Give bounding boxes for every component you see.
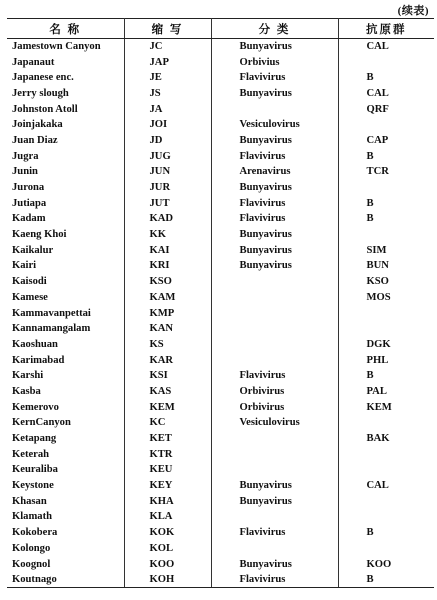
virus-name-cell: Keterah xyxy=(7,446,124,462)
classification-cell xyxy=(211,337,338,353)
classification-cell: Bunyavirus xyxy=(211,258,338,274)
classification-cell: Bunyavirus xyxy=(211,242,338,258)
virus-name-cell: KernCanyon xyxy=(7,415,124,431)
antigen-group-cell: KOO xyxy=(366,558,392,570)
table-body xyxy=(7,39,434,588)
antigen-group-cell: QRF xyxy=(366,103,389,115)
antigen-group-cell xyxy=(338,446,434,462)
classification-cell: Flavivirus xyxy=(211,70,338,86)
table-row xyxy=(7,180,434,196)
classification-cell xyxy=(211,290,338,306)
virus-name-cell: Koognol xyxy=(7,556,124,572)
abbreviation-cell: JD xyxy=(124,133,211,149)
table-row xyxy=(7,86,434,102)
virus-name-cell: Japanaut xyxy=(7,54,124,70)
antigen-group-cell: BUN xyxy=(366,260,389,272)
virus-name-cell: Klamath xyxy=(7,509,124,525)
classification-cell xyxy=(211,101,338,117)
table-row xyxy=(7,478,434,494)
classification-cell xyxy=(211,462,338,478)
abbreviation-cell: JOI xyxy=(124,117,211,133)
antigen-group-cell: CAL xyxy=(366,480,389,492)
table-row xyxy=(7,70,434,86)
classification-cell: Bunyavirus xyxy=(211,180,338,196)
classification-cell: Bunyavirus xyxy=(211,133,338,149)
virus-table xyxy=(7,18,434,588)
virus-name-cell: Johnston Atoll xyxy=(7,101,124,117)
abbreviation-cell: KMP xyxy=(124,305,211,321)
antigen-group-cell xyxy=(338,54,434,70)
classification-cell: Flavivirus xyxy=(211,525,338,541)
antigen-group-cell xyxy=(338,493,434,509)
classification-cell xyxy=(211,431,338,447)
virus-name-cell: Kannamangalam xyxy=(7,321,124,337)
table-row xyxy=(7,164,434,180)
abbreviation-cell: KOH xyxy=(124,572,211,588)
virus-name-cell: Juan Diaz xyxy=(7,133,124,149)
antigen-group-cell: CAP xyxy=(366,134,389,146)
table-row xyxy=(7,321,434,337)
virus-name-cell: Keystone xyxy=(7,478,124,494)
virus-name-cell: Khasan xyxy=(7,493,124,509)
classification-cell xyxy=(211,321,338,337)
virus-name-cell: Kemerovo xyxy=(7,399,124,415)
abbreviation-cell: KAS xyxy=(124,384,211,400)
antigen-group-cell: KSO xyxy=(366,276,389,288)
abbreviation-cell: KSO xyxy=(124,274,211,290)
table-row xyxy=(7,274,434,290)
abbreviation-cell: KAN xyxy=(124,321,211,337)
virus-name-cell: Kokobera xyxy=(7,525,124,541)
classification-cell: Bunyavirus xyxy=(211,478,338,494)
table-row xyxy=(7,211,434,227)
virus-name-cell: Jurona xyxy=(7,180,124,196)
antigen-group-cell xyxy=(338,227,434,243)
virus-name-cell: Koutnago xyxy=(7,572,124,588)
classification-cell: Bunyavirus xyxy=(211,493,338,509)
antigen-group-cell: KEM xyxy=(366,401,392,413)
classification-cell: Arenavirus xyxy=(211,164,338,180)
virus-name-cell: Kairi xyxy=(7,258,124,274)
table-row xyxy=(7,290,434,306)
abbreviation-cell: KEM xyxy=(124,399,211,415)
antigen-group-cell xyxy=(338,509,434,525)
abbreviation-cell: KET xyxy=(124,431,211,447)
table-row xyxy=(7,556,434,572)
header-antigen-group: 抗原群 xyxy=(338,19,434,39)
virus-name-cell: Jugra xyxy=(7,148,124,164)
virus-name-cell: Karimabad xyxy=(7,352,124,368)
virus-name-cell: Joinjakaka xyxy=(7,117,124,133)
table-header xyxy=(7,19,434,39)
antigen-group-cell: CAL xyxy=(366,87,389,99)
table-row xyxy=(7,133,434,149)
classification-cell: Bunyavirus xyxy=(211,39,338,55)
antigen-group-cell: B xyxy=(366,213,374,225)
table-row xyxy=(7,399,434,415)
table-row xyxy=(7,337,434,353)
virus-name-cell: Kadam xyxy=(7,211,124,227)
antigen-group-cell: B xyxy=(366,370,374,382)
virus-name-cell: Junin xyxy=(7,164,124,180)
classification-cell: Bunyavirus xyxy=(211,556,338,572)
classification-cell: Flavivirus xyxy=(211,572,338,588)
abbreviation-cell: JUR xyxy=(124,180,211,196)
table-row xyxy=(7,148,434,164)
virus-table-wrapper xyxy=(7,18,434,588)
antigen-group-cell: B xyxy=(366,197,374,209)
antigen-group-cell xyxy=(338,541,434,557)
abbreviation-cell: KAI xyxy=(124,242,211,258)
abbreviation-cell: JUG xyxy=(124,148,211,164)
abbreviation-cell: KAM xyxy=(124,290,211,306)
antigen-group-cell: TCR xyxy=(366,166,389,178)
table-row xyxy=(7,227,434,243)
table-row xyxy=(7,352,434,368)
classification-cell: Bunyavirus xyxy=(211,227,338,243)
virus-name-cell: Kaeng Khoi xyxy=(7,227,124,243)
header-abbr: 缩 写 xyxy=(124,19,211,39)
table-row xyxy=(7,493,434,509)
abbreviation-cell: KK xyxy=(124,227,211,243)
virus-name-cell: Japanese enc. xyxy=(7,70,124,86)
classification-cell: Orbivirus xyxy=(211,399,338,415)
antigen-group-cell xyxy=(338,415,434,431)
abbreviation-cell: KLA xyxy=(124,509,211,525)
classification-cell: Vesiculovirus xyxy=(211,415,338,431)
virus-name-cell: Ketapang xyxy=(7,431,124,447)
abbreviation-cell: JE xyxy=(124,70,211,86)
abbreviation-cell: JAP xyxy=(124,54,211,70)
classification-cell: Flavivirus xyxy=(211,211,338,227)
table-row xyxy=(7,117,434,133)
classification-cell xyxy=(211,305,338,321)
virus-name-cell: Kolongo xyxy=(7,541,124,557)
abbreviation-cell: KEU xyxy=(124,462,211,478)
table-row xyxy=(7,258,434,274)
abbreviation-cell: JUT xyxy=(124,195,211,211)
abbreviation-cell: KHA xyxy=(124,493,211,509)
abbreviation-cell: KAD xyxy=(124,211,211,227)
classification-cell xyxy=(211,352,338,368)
virus-name-cell: Kaikalur xyxy=(7,242,124,258)
virus-name-cell: Kammavanpettai xyxy=(7,305,124,321)
table-row xyxy=(7,305,434,321)
virus-name-cell: Keuraliba xyxy=(7,462,124,478)
table-row xyxy=(7,39,434,55)
abbreviation-cell: JA xyxy=(124,101,211,117)
virus-name-cell: Kamese xyxy=(7,290,124,306)
abbreviation-cell: KOK xyxy=(124,525,211,541)
antigen-group-cell: B xyxy=(338,572,434,588)
classification-cell: Flavivirus xyxy=(211,148,338,164)
classification-cell: Orbivirus xyxy=(211,384,338,400)
header-row xyxy=(7,19,434,39)
virus-name-cell: Karshi xyxy=(7,368,124,384)
antigen-group-cell xyxy=(338,180,434,196)
table-row xyxy=(7,541,434,557)
classification-cell: Flavivirus xyxy=(211,195,338,211)
table-row xyxy=(7,195,434,211)
abbreviation-cell: JUN xyxy=(124,164,211,180)
classification-cell xyxy=(211,509,338,525)
classification-cell xyxy=(211,274,338,290)
classification-cell: Bunyavirus xyxy=(211,86,338,102)
classification-cell xyxy=(211,541,338,557)
antigen-group-cell xyxy=(338,305,434,321)
header-name: 名 称 xyxy=(7,19,124,39)
abbreviation-cell: KSI xyxy=(124,368,211,384)
continued-label: (续表) xyxy=(397,5,429,17)
virus-name-cell: Jutiapa xyxy=(7,195,124,211)
abbreviation-cell: KRI xyxy=(124,258,211,274)
table-row xyxy=(7,242,434,258)
antigen-group-cell: B xyxy=(366,72,374,84)
abbreviation-cell: JS xyxy=(124,86,211,102)
table-row xyxy=(7,54,434,70)
table-row xyxy=(7,101,434,117)
antigen-group-cell: PHL xyxy=(366,354,389,366)
abbreviation-cell: JC xyxy=(124,39,211,55)
classification-cell: Vesiculovirus xyxy=(211,117,338,133)
antigen-group-cell xyxy=(338,462,434,478)
antigen-group-cell: PAL xyxy=(366,385,387,397)
table-row xyxy=(7,431,434,447)
classification-cell: Orbivius xyxy=(211,54,338,70)
classification-cell xyxy=(211,446,338,462)
virus-name-cell: Kasba xyxy=(7,384,124,400)
abbreviation-cell: KEY xyxy=(124,478,211,494)
table-row xyxy=(7,572,434,588)
table-row xyxy=(7,446,434,462)
antigen-group-cell: CAL xyxy=(366,41,389,53)
antigen-group-cell: B xyxy=(366,527,374,539)
virus-name-cell: Kaisodi xyxy=(7,274,124,290)
virus-name-cell: Kaoshuan xyxy=(7,337,124,353)
antigen-group-cell: DGK xyxy=(366,338,391,350)
header-class: 分 类 xyxy=(211,19,338,39)
antigen-group-cell: SIM xyxy=(366,244,387,256)
table-row xyxy=(7,525,434,541)
antigen-group-cell xyxy=(338,321,434,337)
antigen-group-cell: B xyxy=(366,150,374,162)
abbreviation-cell: KOL xyxy=(124,541,211,557)
table-row xyxy=(7,415,434,431)
abbreviation-cell: KAR xyxy=(124,352,211,368)
table-row xyxy=(7,509,434,525)
abbreviation-cell: KS xyxy=(124,337,211,353)
abbreviation-cell: KTR xyxy=(124,446,211,462)
virus-name-cell: Jerry slough xyxy=(7,86,124,102)
antigen-group-cell: MOS xyxy=(366,291,391,303)
table-row xyxy=(7,368,434,384)
abbreviation-cell: KC xyxy=(124,415,211,431)
virus-name-cell: Jamestown Canyon xyxy=(7,39,124,55)
abbreviation-cell: KOO xyxy=(124,556,211,572)
classification-cell: Flavivirus xyxy=(211,368,338,384)
table-row xyxy=(7,384,434,400)
table-row xyxy=(7,462,434,478)
antigen-group-cell: BAK xyxy=(366,433,390,445)
antigen-group-cell xyxy=(338,117,434,133)
